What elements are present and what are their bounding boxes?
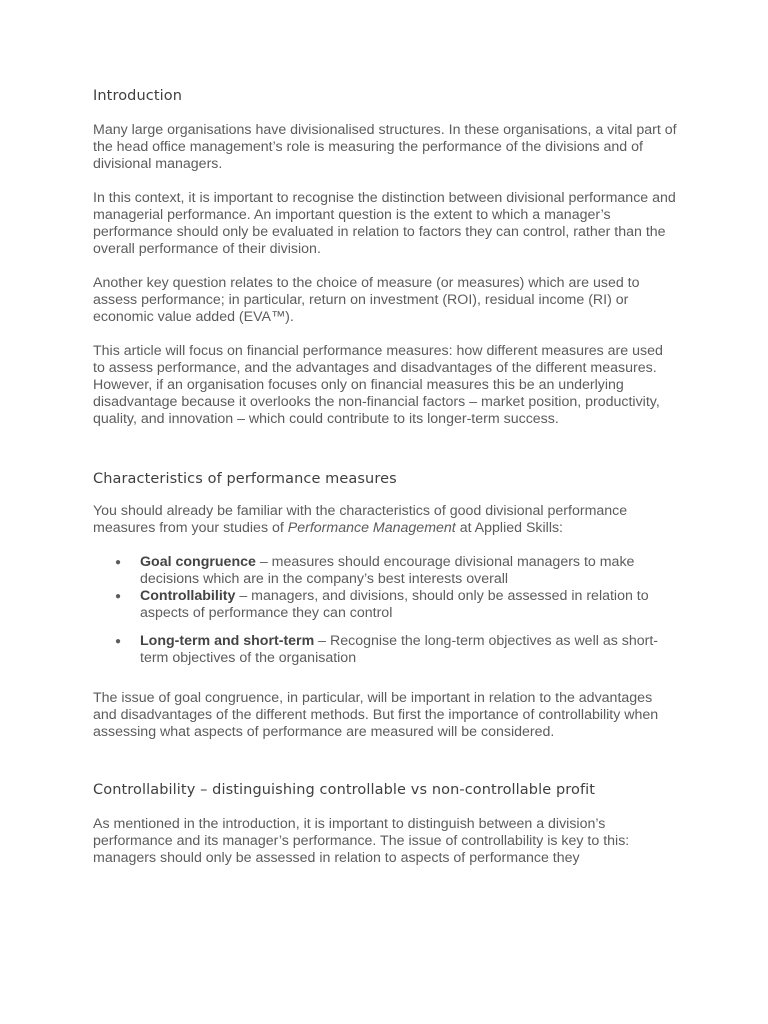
list-item-term: Long-term and short-term xyxy=(140,633,315,649)
list-item-text: – measures should encourage divisional managers to make decisions which are in the company’s best interests overall xyxy=(140,554,635,587)
document-page xyxy=(93,84,678,867)
characteristics-text-after: at Applied Skills: xyxy=(455,520,564,536)
characteristics-italic-title: Performance Management xyxy=(287,520,456,536)
intro-paragraph-2: In this context, it is important to recognise the distinction between divisional performance and managerial performance. An important question is the extent to which a manager’s performance should only be evaluated in relation to factors they can control, rather than the overall performance of their division. xyxy=(93,190,676,257)
characteristics-closing-paragraph: The issue of goal congruence, in particular, will be important in relation to the advantages and disadvantages of the different methods. But first the importance of controllability when assessing what aspects of performance are measured will be considered. xyxy=(93,690,659,740)
list-item-goal-congruence xyxy=(93,554,678,588)
characteristics-paragraph xyxy=(93,503,678,537)
bullet-icon: ● xyxy=(115,591,122,602)
bullet-icon: ● xyxy=(115,636,122,647)
intro-paragraph-1: Many large organisations have divisionalised structures. In these organisations, a vital part of the head office management’s role is measuring the performance of the divisions and of divisional managers. xyxy=(93,122,677,172)
characteristics-bullet-list xyxy=(93,554,678,667)
intro-paragraph-3: Another key question relates to the choice of measure (or measures) which are used to assess performance; in particular, return on investment (ROI), residual income (RI) or economic value added (EVA™). xyxy=(93,275,640,325)
list-item-text: – managers, and divisions, should only be assessed in relation to aspects of performance they can control xyxy=(140,588,649,621)
section-heading-introduction: Introduction xyxy=(93,88,183,104)
section-heading-controllability: Controllability – distinguishing controllable vs non-controllable profit xyxy=(93,782,596,798)
section-heading-characteristics: Characteristics of performance measures xyxy=(93,471,397,487)
bullet-icon: ● xyxy=(115,557,122,568)
intro-paragraph-4: This article will focus on financial performance measures: how different measures are used to assess performance, and the advantages and disadvantages of the different measures. However, if an organisation focuses only on financial measures this be an underlying disadvantage because it overlooks the non-financial factors – market position, productivity, quality, and innovation – which could contribute to its longer-term success. xyxy=(93,343,663,427)
characteristics-text-before: You should already be familiar with the characteristics of good divisional performance measures from your studies of xyxy=(93,503,628,536)
list-item-controllability xyxy=(93,588,678,622)
list-item-text: – Recognise the long-term objectives as well as short-term objectives of the organisation xyxy=(140,633,659,666)
list-item-term: Controllability xyxy=(140,588,236,604)
list-item-long-short-term xyxy=(93,633,678,667)
list-item-term: Goal congruence xyxy=(140,554,256,570)
controllability-paragraph-1: As mentioned in the introduction, it is important to distinguish between a division’s performance and its manager’s performance. The issue of controllability is key to this: managers should only be assessed in relation to aspects of performance they xyxy=(93,816,630,866)
